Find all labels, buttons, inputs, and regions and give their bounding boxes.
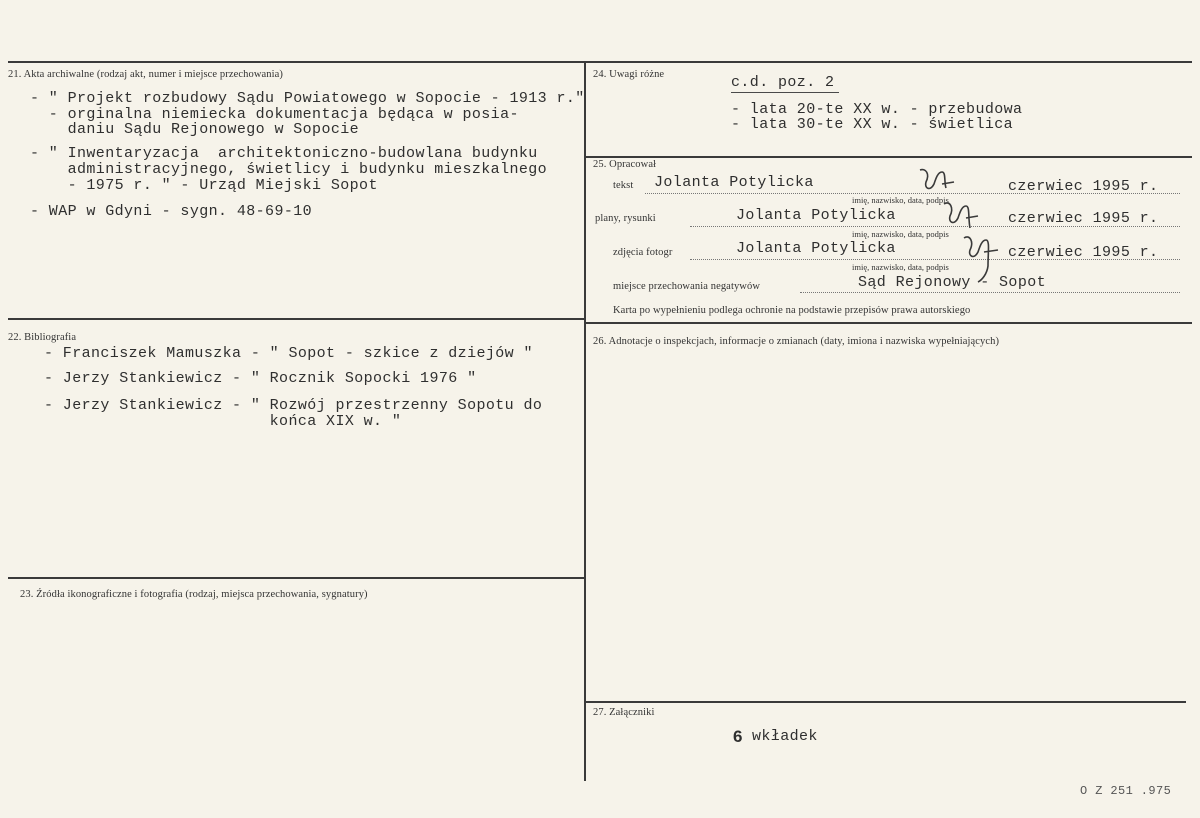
section-24-label: 24. Uwagi różne [593,69,665,80]
zdjecia-label: zdjęcia fotogr [613,247,673,258]
signature-zdjecia [960,232,1004,284]
divider-22-23 [8,577,584,579]
plany-label: plany, rysunki [595,213,656,224]
signature-plany [940,198,984,234]
tekst-dotline [645,193,1180,194]
section-27-label: 27. Załączniki [593,707,655,718]
tekst-date: czerwiec 1995 r. [1008,178,1159,195]
s21-line-2: - orginalna niemiecka dokumentacja będąca w posia- [30,106,519,123]
divider-25-26 [586,322,1192,324]
s24-line-2: - lata 20-te XX w. - przebudowa [731,101,1023,118]
signature-tekst [916,166,960,198]
attachments-count: 6 [733,727,743,746]
s21-line-5: administracyjnego, świetlicy i budynku mieszkalnego [30,161,548,178]
negatives-value: Sąd Rejonowy - Sopot [858,274,1047,291]
divider-26-27 [586,701,1186,703]
s21-line-4: - " Inwentaryzacja architektoniczno-budowlana budynku [30,145,538,162]
section-21-label: 21. Akta archiwalne (rodzaj akt, numer i miejsce przechowania) [8,69,284,80]
s24-underline [731,92,839,93]
s21-line-3: daniu Sądu Rejonowego w Sopocie [30,121,360,138]
s22-line-4: końca XIX w. " [44,413,402,430]
tekst-value: Jolanta Potylicka [654,174,814,191]
s24-line-1: c.d. poz. 2 [731,74,835,91]
tekst-hint: imię, nazwisko, data, podpis [852,195,949,205]
plany-value: Jolanta Potylicka [736,207,896,224]
section-26-label: 26. Adnotacje o inspekcjach, informacje o zmianach (daty, imiona i nazwiska wypełniających) [593,336,1000,347]
s21-line-1: - " Projekt rozbudowy Sądu Powiatowego w Sopocie - 1913 r." [30,90,585,107]
center-divider-line [584,61,586,781]
plany-date: czerwiec 1995 r. [1008,210,1159,227]
zdjecia-date: czerwiec 1995 r. [1008,244,1159,261]
plany-hint: imię, nazwisko, data, podpis [852,229,949,239]
divider-21-22 [8,318,584,320]
negatives-dotline [800,292,1180,293]
footer-code: O Z 251 .975 [1080,784,1172,798]
section-23-label: 23. Źródła ikonograficzne i fotografia (rodzaj, miejsca przechowania, sygnatury) [20,589,368,600]
copyright-note: Karta po wypełnieniu podlega ochronie na podstawie przepisów prawa autorskiego [613,305,971,316]
s22-line-2: - Jerzy Stankiewicz - " Rocznik Sopocki 1976 " [44,370,477,387]
s21-line-6: - 1975 r. " - Urząd Miejski Sopot [30,177,378,194]
divider-24-25 [586,156,1192,158]
s22-line-1: - Franciszek Mamuszka - " Sopot - szkice z dziejów " [44,345,533,362]
zdjecia-hint: imię, nazwisko, data, podpis [852,262,949,272]
s24-line-3: - lata 30-te XX w. - świetlica [731,116,1014,133]
section-25-label: 25. Opracował [593,159,657,170]
tekst-label: tekst [613,180,634,191]
attachments-value: wkładek [752,728,818,745]
top-border-line [8,61,1192,63]
plany-dotline [690,226,1180,227]
s22-line-3: - Jerzy Stankiewicz - " Rozwój przestrzenny Sopotu do [44,397,543,414]
s21-line-7: - WAP w Gdyni - sygn. 48-69-10 [30,203,313,220]
zdjecia-value: Jolanta Potylicka [736,240,896,257]
zdjecia-dotline [690,259,1180,260]
section-22-label: 22. Bibliografia [8,332,77,343]
negatives-label: miejsce przechowania negatywów [613,281,761,292]
